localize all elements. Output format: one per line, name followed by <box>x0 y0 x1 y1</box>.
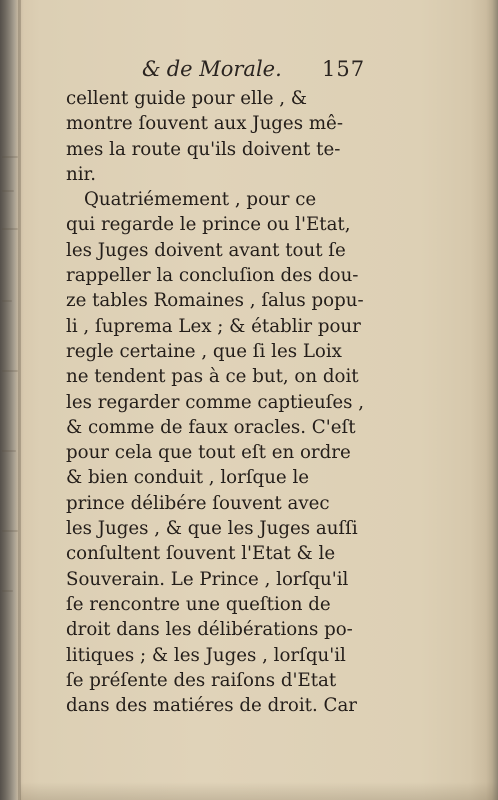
text-line: cellent guide pour elle , & <box>66 88 307 109</box>
text-line: dans des matiéres de droit. Car <box>66 695 357 717</box>
header-ampersand: & <box>142 57 161 81</box>
text-line: droit dans les délibérations po- <box>66 619 353 641</box>
text-line: rappeller la concluſion des dou- <box>66 265 359 287</box>
page-bottom-shading <box>20 782 498 800</box>
text-line: les Juges , & que les Juges auſſi <box>66 518 358 540</box>
text-line: litiques ; & les Juges , lorſqu'il <box>66 644 346 666</box>
text-line: ſe préſente des raiſons d'Etat <box>66 669 337 691</box>
text-line: conſultent ſouvent l'Etat & le <box>66 543 336 565</box>
text-line: les regarder comme captieuſes , <box>66 391 365 413</box>
text-line: prince délibére ſouvent avec <box>66 492 330 514</box>
text-line: Quatriémement , pour ce <box>84 189 317 211</box>
text-line: regle certaine , que ſi les Loix <box>66 340 342 362</box>
text-line: & comme de faux oracles. C'eſt <box>66 416 356 438</box>
text-line: les Juges doivent avant tout ſe <box>66 239 346 261</box>
body-text <box>66 86 374 718</box>
text-line: ze tables Romaines , ſalus popu- <box>66 290 364 312</box>
text-line: pour cela que tout eſt en ordre <box>66 442 351 464</box>
text-line: montre ſouvent aux Juges mê- <box>66 113 343 135</box>
text-line: ne tendent pas à ce but, on doit <box>66 366 359 388</box>
page-gutter <box>18 0 21 800</box>
text-line: ſe rencontre une queſtion de <box>66 593 331 615</box>
text-line: li , ſuprema Lex ; & établir pour <box>66 315 361 337</box>
running-title: de Morale. <box>166 57 282 81</box>
text-line: qui regarde le prince ou l'Etat, <box>66 214 351 236</box>
text-line: mes la route qu'ils doivent te- <box>66 138 341 160</box>
text-line: & bien conduit , lorſque le <box>66 467 310 489</box>
running-header <box>142 57 372 87</box>
page-number: 157 <box>322 57 366 81</box>
text-line: nir. <box>66 163 97 185</box>
text-line: Souverain. Le Prince , lorſqu'il <box>66 568 349 590</box>
